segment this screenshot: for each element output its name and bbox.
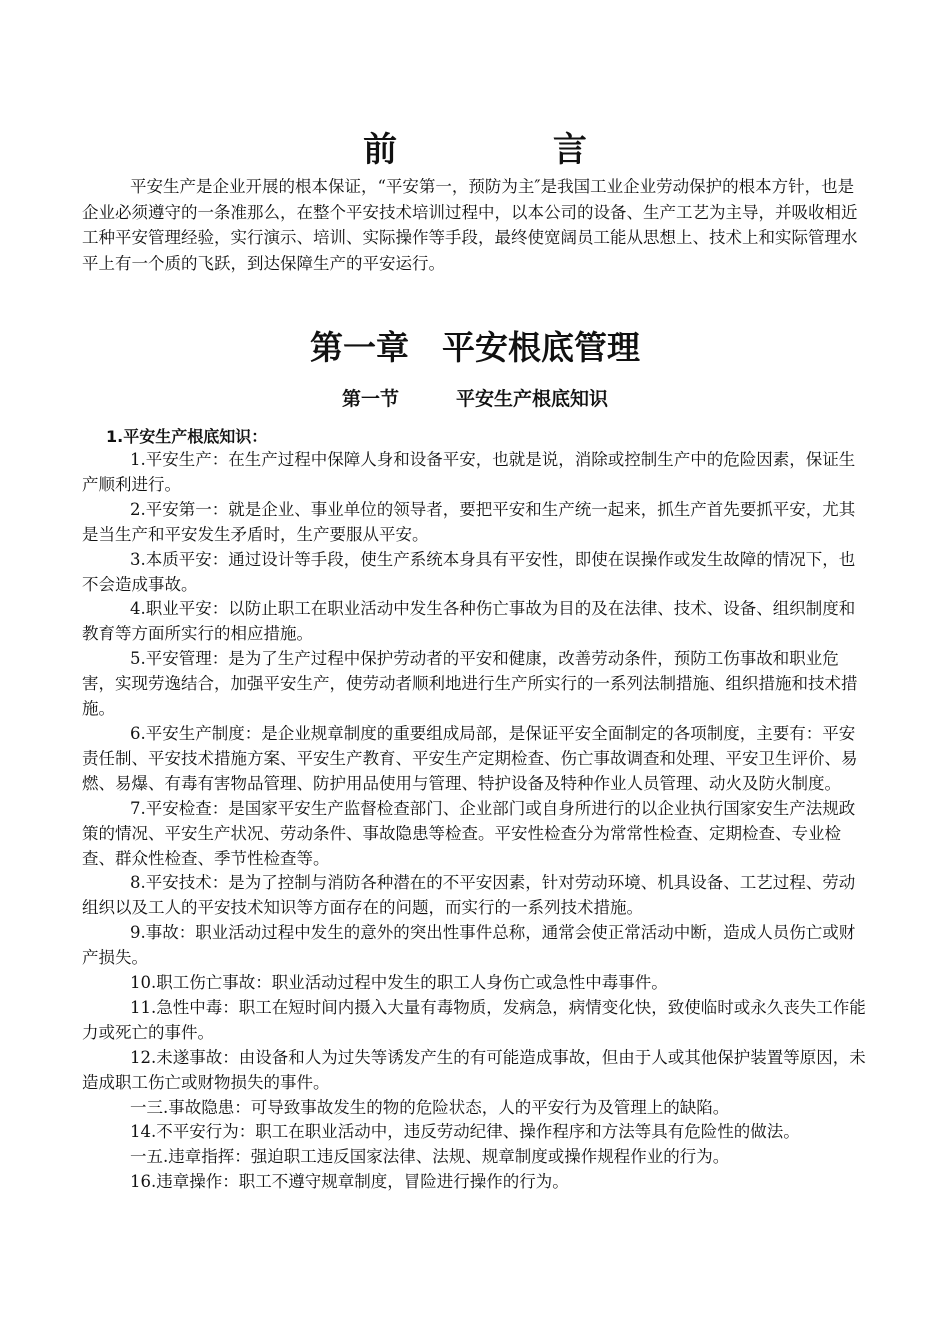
definition-paragraph: 8.平安技术：是为了控制与消防各种潜在的不平安因素，针对劳动环境、机具设备、工艺过程、劳动组织以及工人的平安技术知识等方面存在的问题，而实行的一系列技术措施。 [82,873,856,918]
definition-paragraph: 2.平安第一：就是企业、事业单位的领导者，要把平安和生产统一起来，抓生产首先要抓平安，尤其是当生产和平安发生矛盾时，生产要服从平安。 [82,499,856,544]
subheading: 1.平安生产根底知识： [106,427,268,446]
definition-paragraph: 14.不平安行为：职工在职业活动中，违反劳动纪律、操作程序和方法等具有危险性的做法。 [130,1122,800,1142]
definition-paragraph: 3.本质平安：通过设计等手段，使生产系统本身具有平安性，即使在误操作或发生故障的情况下，也不会造成事故。 [82,549,856,594]
definition-paragraph: 6.平安生产制度：是企业规章制度的重要组成局部，是保证平安全面制定的各项制度，主要有：平安责任制、平安技术措施方案、平安生产教育、平安生产定期检查、伤亡事故调查和处理、平安卫生评价、易燃、易爆、有毒有害物品管理、防护用品使用与管理、特护设备及特种作业人员管理、动火及防火制度。 [82,723,858,793]
definition-paragraph: 9.事故：职业活动过程中发生的意外的突出性事件总称，通常会使正常活动中断，造成人员伤亡或财产损失。 [82,923,856,968]
preface-paragraph: 平安生产是企业开展的根本保证，“平安第一，预防为主″是我国工业企业劳动保护的根本方针，也是企业必须遵守的一条准那么，在整个平安技术培训过程中，以本公司的设备、生产工艺为主导，并吸收相近工种平安管理经验，实行演示、培训、实际操作等手段，最终使宽阔员工能从思想上、技术上和实际管理水平上有一个质的飞跃，到达保障生产的平安运行。 [82,177,858,273]
definition-paragraph: 4.职业平安：以防止职工在职业活动中发生各种伤亡事故为目的及在法律、技术、设备、组织制度和教育等方面所实行的相应措施。 [82,599,856,644]
chapter-title: 第一章 平安根底管理 [310,328,640,367]
definition-paragraph: 12.未遂事故：由设备和人为过失等诱发产生的有可能造成事故，但由于人或其他保护装置等原因，未造成职工伤亡或财物损失的事件。 [82,1047,866,1092]
definition-paragraph: 一五.违章指挥：强迫职工违反国家法律、法规、规章制度或操作规程作业的行为。 [130,1147,730,1167]
preface-title: 前 言 [363,130,659,170]
definition-paragraph: 一三.事故隐患：可导致事故发生的物的危险状态，人的平安行为及管理上的缺陷。 [130,1097,730,1117]
definition-paragraph: 10.职工伤亡事故：职业活动过程中发生的职工人身伤亡或急性中毒事件。 [130,973,668,993]
definition-paragraph: 7.平安检查：是国家平安生产监督检查部门、企业部门或自身所进行的以企业执行国家安生产法规政策的情况、平安生产状况、劳动条件、事故隐患等检查。平安性检查分为常常性检查、定期检查、专业检查、群众性检查、季节性检查等。 [82,798,856,868]
definition-paragraph: 1.平安生产：在生产过程中保障人身和设备平安，也就是说，消除或控制生产中的危险因素，保证生产顺利进行。 [82,450,856,494]
definition-paragraph: 11.急性中毒：职工在短时间内摄入大量有毒物质，发病急，病情变化快，致使临时或永久丧失工作能力或死亡的事件。 [82,997,866,1042]
definition-paragraph: 5.平安管理：是为了生产过程中保护劳动者的平安和健康，改善劳动条件，预防工伤事故和职业危害，实现劳逸结合，加强平安生产，使劳动者顺利地进行生产所实行的一系列法制措施、组织措施和技术措施。 [82,649,858,719]
section-title: 第一节 平安生产根底知识 [341,388,608,410]
definitions-list [82,448,868,1195]
definition-paragraph: 16.违章操作：职工不遵守规章制度，冒险进行操作的行为。 [130,1172,569,1192]
